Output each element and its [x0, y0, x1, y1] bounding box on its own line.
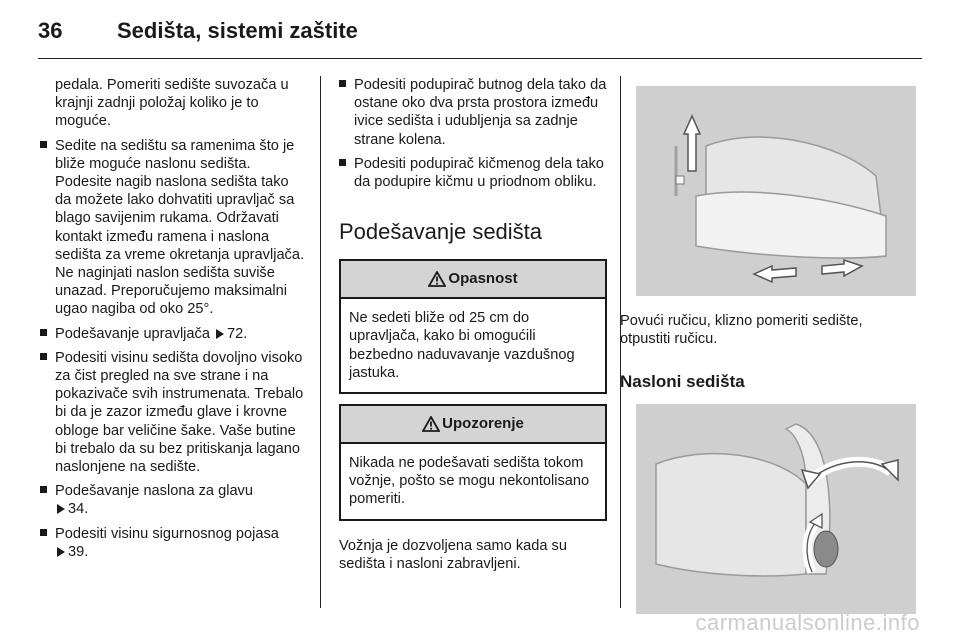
bullet-icon — [40, 329, 47, 336]
figure-caption: Povući ručicu, klizno pomeriti sedište, otpustiti ručicu. — [620, 313, 863, 348]
page-reference[interactable]: 72. — [227, 325, 248, 342]
warning-triangle-icon — [428, 271, 446, 287]
list-item — [40, 349, 305, 476]
danger-title: Opasnost — [448, 270, 518, 288]
warning-title: Upozorenje — [442, 414, 524, 432]
list-item — [339, 155, 607, 191]
list-item — [40, 525, 305, 561]
page-reference[interactable]: 34. — [68, 501, 89, 518]
footer-note: Vožnja je dozvoljena samo kada su sedišta i nasloni zabravljeni. — [339, 537, 567, 572]
watermark: carmanualsonline.info — [695, 610, 920, 635]
bullet-icon — [339, 159, 346, 166]
warning-box — [339, 404, 607, 521]
bullet-icon — [40, 141, 47, 148]
page-number: 36 — [38, 18, 63, 43]
seat-slide-illustration — [636, 86, 916, 296]
list-item-text: Podesiti podupirač kičmenog dela tako da podupire kičmu u priodnom obliku. — [354, 155, 604, 191]
bullet-list-1 — [40, 137, 305, 561]
bullet-list-2 — [339, 76, 607, 191]
page-reference-arrow-icon — [216, 329, 224, 339]
bullet-icon — [40, 529, 47, 536]
list-item-text: Podesiti visinu sedišta dovoljno visoko za čist pregled na sve strane i na pokazivače svih instrumenata. Trebalo bi da je zazor između glave i krovne obloge bar veličine šake. Vaše butine bi trebalo da su bez pritiskanja lagano naslonjene na sedište. — [55, 349, 304, 476]
list-item-text: Podešavanje naslona za glavu — [55, 483, 253, 500]
bullet-icon — [339, 80, 346, 87]
list-item — [339, 76, 607, 149]
page-reference-arrow-icon — [57, 547, 65, 557]
column-divider — [320, 76, 321, 608]
page-reference[interactable]: 39. — [68, 543, 89, 560]
seat-back-drawing — [636, 404, 916, 614]
bullet-icon — [40, 353, 47, 360]
list-item-text: Sedite na sedištu sa ramenima što je bliže moguće naslonu sedišta. Podesite nagib naslona sedišta tako da možete lako dohvatiti upravljač sa blago savijenim rukama. Održavati kontakt između ramena i naslona sedišta za vreme okretanja upravljača. Ne naginjati naslon sedišta suviše unazad. Preporučujemo maksimalni ugao nagiba od oko 25°. — [55, 137, 305, 318]
list-item — [40, 325, 305, 343]
continuation-text: pedala. Pomeriti sedište suvozača u krajnji zadnji položaj koliko je to moguće. — [55, 77, 289, 130]
list-item — [40, 137, 305, 319]
section-title: Podešavanje sedišta — [339, 219, 543, 245]
bullet-icon — [40, 486, 47, 493]
danger-box — [339, 259, 607, 394]
column-3 — [620, 76, 910, 614]
danger-header — [341, 261, 605, 299]
page-header — [0, 0, 960, 60]
seat-back-illustration — [636, 404, 916, 614]
subsection-title: Nasloni sedišta — [620, 372, 745, 392]
column-2 — [339, 76, 607, 573]
list-item-text: Podesiti visinu sigurnosnog pojasa — [55, 525, 279, 542]
warning-triangle-icon — [422, 416, 440, 432]
list-item — [40, 482, 305, 518]
page-reference-arrow-icon — [57, 504, 65, 514]
danger-body: Ne sedeti bliže od 25 cm do upravljača, kako bi omogućili bezbedno naduvavanje vazdušnog jastuka. — [349, 310, 575, 381]
list-item-text: Podesiti podupirač butnog dela tako da ostane oko dva prsta prostora između ivice sedišta i udubljenja sa zadnje strane kolena. — [354, 77, 607, 148]
seat-slide-drawing — [636, 86, 916, 296]
warning-header — [341, 406, 605, 444]
page-title: Sedišta, sistemi zaštite — [117, 18, 358, 43]
column-1 — [40, 76, 305, 567]
warning-body: Nikada ne podešavati sedišta tokom vožnje, pošto se mogu nekontolisano pomeriti. — [349, 455, 590, 508]
list-item-text: Podešavanje upravljača — [55, 325, 210, 342]
header-divider — [38, 58, 922, 59]
